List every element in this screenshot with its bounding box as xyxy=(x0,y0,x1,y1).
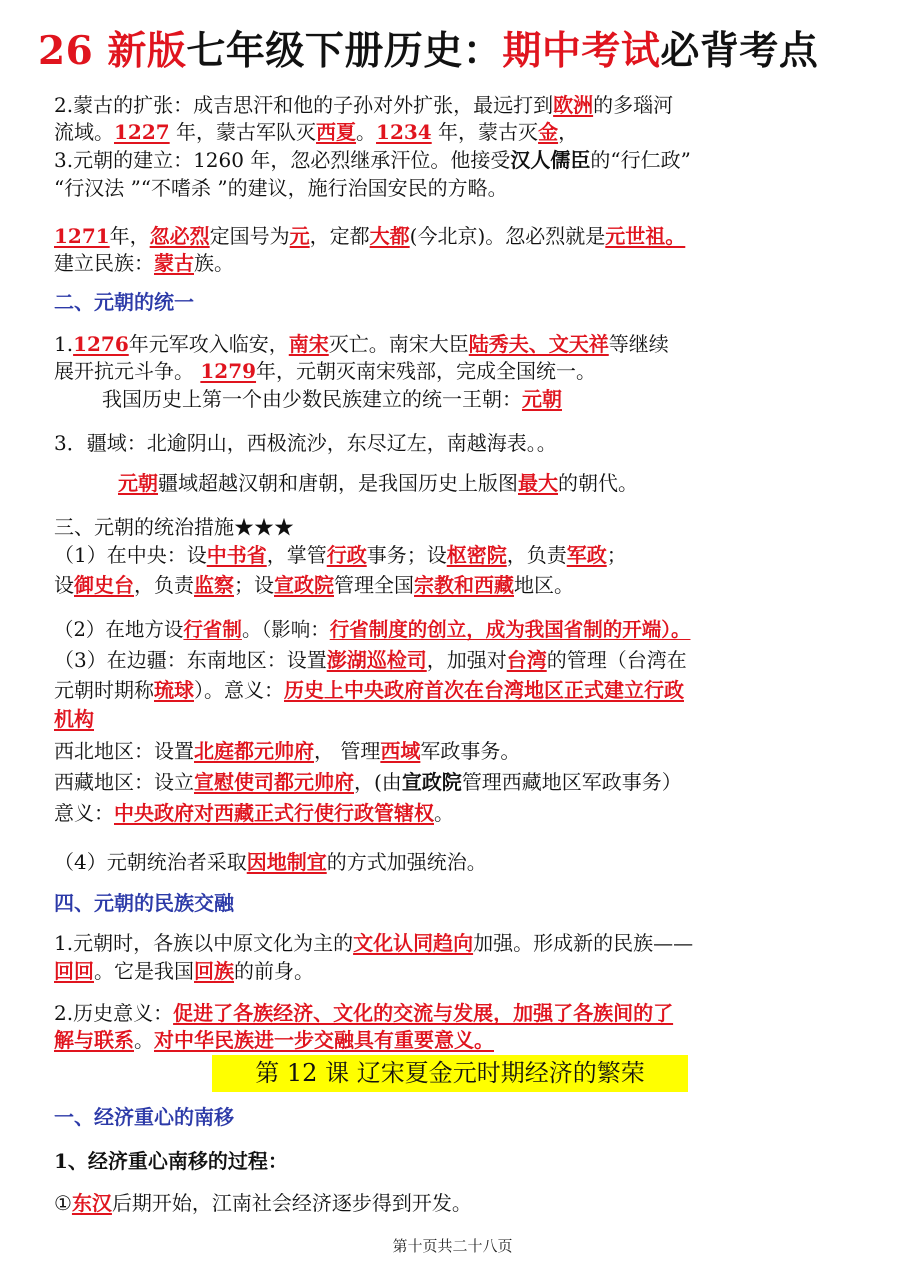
body-text: 1.元朝时，各族以中原文化为主的 xyxy=(54,931,354,955)
section-heading-governance: 三、元朝的统治措施★★★ xyxy=(54,515,294,539)
body-text: 宣政院 xyxy=(401,770,462,794)
body-text: 。它是我国 xyxy=(94,959,194,983)
body-text: 期中考试 xyxy=(502,28,661,74)
significance-line-2 xyxy=(54,1027,494,1053)
body-text: 疆域超越汉朝和唐朝，是我国历史上版图 xyxy=(158,471,518,495)
body-text: （3）在边疆：东南地区：设置 xyxy=(54,648,327,672)
body-text: 设 xyxy=(54,573,74,597)
body-text: 。 xyxy=(356,120,377,144)
body-text: 1. xyxy=(54,332,74,356)
kublai-line-1 xyxy=(54,223,685,249)
body-text: 地区。 xyxy=(514,573,574,597)
section-heading-ethnic-integration: 四、元朝的民族交融 xyxy=(54,891,234,915)
mongol-expansion-line-1 xyxy=(54,92,673,118)
body-text: 3．疆域：北逾阴山，西极流沙，东尽辽左，南越海表。。 xyxy=(54,431,557,455)
key-term-text: 文化认同趋向 xyxy=(353,931,474,955)
subheading-shift-process: 1、经济重心南移的过程： xyxy=(54,1149,288,1173)
key-term-text: 最大 xyxy=(518,471,558,495)
key-term-text: 解与联系 xyxy=(54,1028,134,1052)
integration-line-2 xyxy=(54,958,314,984)
body-text: 建立民族： xyxy=(54,251,154,275)
significance-line-1 xyxy=(54,1000,673,1026)
unification-line-2 xyxy=(54,358,596,384)
key-term-text: 元 xyxy=(289,224,310,248)
key-term-text: 1234 xyxy=(376,120,432,144)
yuan-founding-line-2 xyxy=(54,175,508,201)
unification-line-1 xyxy=(54,331,669,357)
body-text: 的管理（台湾在 xyxy=(546,648,687,672)
body-text: 七年级下册历史： xyxy=(186,28,503,74)
body-text: 汉人儒臣 xyxy=(510,148,591,172)
mongol-expansion-line-2 xyxy=(54,119,578,145)
key-term-text: 机构 xyxy=(54,707,94,731)
key-term-text: 北庭都元帅府 xyxy=(194,739,314,763)
body-text: 的前身。 xyxy=(234,959,314,983)
key-term-text: 西夏 xyxy=(316,120,357,144)
page-number-footer: 第十页共二十八页 xyxy=(392,1237,513,1255)
key-term-text: 行省制度的创立，成为我国省制的开端）。 xyxy=(329,618,691,641)
key-term-text: 中央政府对西藏正式行使行政管辖权 xyxy=(114,801,434,825)
key-term-text: 枢密院 xyxy=(446,543,507,567)
body-text: 必背考点 xyxy=(660,28,819,74)
key-term-text: 对中华民族进一步交融具有重要意义。 xyxy=(154,1028,494,1052)
body-text: 西藏地区：设立 xyxy=(54,770,194,794)
key-term-text: 台湾 xyxy=(506,648,547,672)
body-text: 我国历史上第一个由少数民族建立的统一王朝： xyxy=(102,387,522,411)
body-text: 3.元朝的建立：1260 年，忽必烈继承汗位。他接受 xyxy=(54,148,511,172)
territory-line-2 xyxy=(118,470,638,496)
key-term-text: 金 xyxy=(538,120,559,144)
body-text: ；设 xyxy=(234,573,274,597)
body-text: 2.蒙古的扩张：成吉思汗和他的子孙对外扩张，最远打到 xyxy=(54,93,554,117)
key-term-text: 1271 xyxy=(54,224,110,248)
key-term-text: 宗教和西藏 xyxy=(414,573,514,597)
frontier-line-1 xyxy=(54,647,687,673)
body-text: 的多瑙河 xyxy=(593,93,674,117)
key-term-text: 琉球 xyxy=(154,678,194,702)
key-term-text: 澎湖巡检司 xyxy=(326,648,427,672)
body-text: ，定都 xyxy=(309,224,370,248)
body-text: 流域。 xyxy=(54,120,114,144)
key-term-text: 因地制宜 xyxy=(246,850,327,874)
body-text: 26 新版 xyxy=(38,28,187,74)
local-govt-line xyxy=(54,617,690,643)
body-text: 灭亡。南宋大臣 xyxy=(328,332,469,356)
key-term-text: 陆秀夫、文天祥 xyxy=(468,332,609,356)
local-adaptation-line xyxy=(54,849,487,875)
body-text: 等继续 xyxy=(608,332,669,356)
territory-line-1 xyxy=(54,430,557,456)
key-term-text: 行政 xyxy=(326,543,367,567)
body-text: ，加强对 xyxy=(426,648,507,672)
body-text: ，(由 xyxy=(354,770,402,794)
key-term-text: 1227 xyxy=(114,120,170,144)
central-govt-line-1 xyxy=(54,542,627,568)
body-text: ，负责 xyxy=(134,573,194,597)
key-term-text: 中书省 xyxy=(206,543,267,567)
key-term-text: 历史上中央政府首次在台湾地区正式建立行政 xyxy=(284,678,684,702)
body-text: 军政事务。 xyxy=(420,739,521,763)
section-heading-economic-shift: 一、经济重心的南移 xyxy=(54,1105,234,1129)
central-govt-line-2 xyxy=(54,572,574,598)
body-text: 西北地区：设置 xyxy=(54,739,194,763)
body-text: ，负责 xyxy=(506,543,567,567)
lesson-title-banner: 第 12 课 辽宋夏金元时期经济的繁荣 xyxy=(212,1055,688,1092)
body-text: ； xyxy=(606,543,627,567)
body-text: ，掌管 xyxy=(266,543,327,567)
yuan-founding-line-1 xyxy=(54,147,691,173)
body-text: 意义： xyxy=(54,801,114,825)
body-text: 2.历史意义： xyxy=(54,1001,174,1025)
key-term-text: 监察 xyxy=(194,573,234,597)
body-text: 的方式加强统治。 xyxy=(326,850,487,874)
key-term-text: 东汉 xyxy=(71,1191,112,1215)
body-text: 事务；设 xyxy=(366,543,447,567)
body-text: 管理全国 xyxy=(334,573,414,597)
key-term-text: 南宋 xyxy=(288,332,329,356)
unification-line-3 xyxy=(102,386,562,412)
body-text: 的“行仁政” xyxy=(590,148,691,172)
body-text: 定国号为 xyxy=(209,224,290,248)
body-text: 年，蒙古灭 xyxy=(431,120,539,144)
body-text: 管理西藏地区军政事务） xyxy=(461,770,682,794)
frontier-line-3 xyxy=(54,706,94,732)
body-text: （1）在中央：设 xyxy=(54,543,207,567)
key-term-text: 忽必烈 xyxy=(149,224,210,248)
body-text: 年，蒙古军队灭 xyxy=(169,120,317,144)
body-text: 的朝代。 xyxy=(558,471,638,495)
body-text: 。 xyxy=(134,1028,154,1052)
body-text: ① xyxy=(54,1191,72,1215)
key-term-text: 军政 xyxy=(566,543,607,567)
body-text: 加强。形成新的民族—— xyxy=(473,931,694,955)
page-title xyxy=(38,26,818,76)
key-term-text: 1276 xyxy=(73,332,129,356)
body-text: （2）在地方设 xyxy=(54,618,184,641)
key-term-text: 元世祖。 xyxy=(605,224,686,248)
kublai-line-2 xyxy=(54,250,234,276)
key-term-text: 御史台 xyxy=(74,573,134,597)
body-text: (今北京)。忽必烈就是 xyxy=(409,224,606,248)
body-text: 。 xyxy=(434,801,454,825)
key-term-text: 元朝 xyxy=(522,387,562,411)
body-text: ）。意义： xyxy=(194,678,284,702)
body-text: 族。 xyxy=(194,251,234,275)
key-term-text: 1279 xyxy=(200,359,257,383)
key-term-text: 大都 xyxy=(369,224,410,248)
body-text: 元朝时期称 xyxy=(54,678,154,702)
body-text: （4）元朝统治者采取 xyxy=(54,850,247,874)
key-term-text: 回回 xyxy=(54,959,94,983)
body-text: 年， xyxy=(109,224,150,248)
key-term-text: 西域 xyxy=(380,739,421,763)
tibet-significance-line xyxy=(54,800,454,826)
key-term-text: 宣慰使司都元帅府 xyxy=(194,770,354,794)
body-text: ， xyxy=(558,120,579,144)
body-text: 年，元朝灭南宋残部，完成全国统一。 xyxy=(256,359,597,383)
key-term-text: 欧洲 xyxy=(553,93,594,117)
body-text: ， 管理 xyxy=(314,739,381,763)
northwest-line xyxy=(54,738,520,764)
body-text: 。（影响： xyxy=(241,618,330,641)
section-heading-unification: 二、元朝的统一 xyxy=(54,290,194,314)
key-term-text: 元朝 xyxy=(118,471,158,495)
body-text: 后期开始，江南社会经济逐步得到开发。 xyxy=(111,1191,472,1215)
key-term-text: 蒙古 xyxy=(154,251,194,275)
body-text: 展开抗元斗争。 xyxy=(54,359,201,383)
frontier-line-2 xyxy=(54,677,684,703)
key-term-text: 回族 xyxy=(194,959,234,983)
key-term-text: 行省制 xyxy=(183,618,242,641)
body-text: 年元军攻入临安， xyxy=(128,332,289,356)
tibet-line xyxy=(54,769,682,795)
shift-process-line-1 xyxy=(54,1190,472,1216)
integration-line-1 xyxy=(54,930,693,956)
body-text: “行汉法 ”“不嗜杀 ”的建议，施行治国安民的方略。 xyxy=(54,176,508,200)
key-term-text: 宣政院 xyxy=(274,573,334,597)
key-term-text: 促进了各族经济、文化的交流与发展，加强了各族间的了 xyxy=(173,1001,674,1025)
